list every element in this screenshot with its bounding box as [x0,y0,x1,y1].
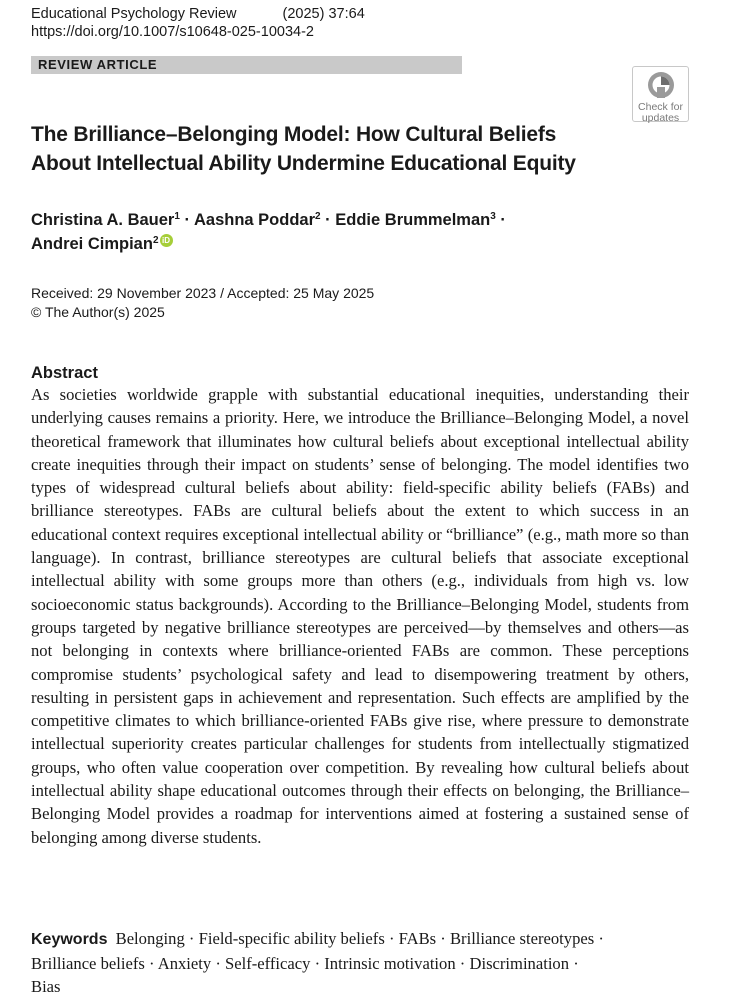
author-separator: · [184,211,190,229]
check-updates-line2: updates [641,112,680,124]
author-separator: · [500,211,506,229]
keywords [31,927,691,999]
author-affiliation[interactable]: 2 [152,235,159,246]
journal-volume: (2025) 37:64 [282,6,365,22]
keyword-separator: · [148,953,155,973]
keyword-item: FABs [398,929,437,948]
keyword-separator: · [573,953,579,973]
author-affiliation[interactable]: 1 [174,211,180,222]
author-separator: · [325,211,331,229]
keyword-separator: · [188,929,195,948]
keyword-item: Discrimination [469,953,570,973]
keywords-label: Keywords [31,931,108,948]
check-for-updates-button[interactable] [632,66,689,122]
keyword-item: Intrinsic motivation [324,953,456,973]
copyright: © The Author(s) 2025 [31,304,165,320]
keyword-item: Self-efficacy [225,953,311,973]
keyword-separator: · [388,929,395,948]
author-name[interactable]: Christina A. Bauer [31,211,175,229]
article-type-banner: REVIEW ARTICLE [31,56,462,74]
orcid-icon[interactable]: iD [160,234,173,247]
journal-header [31,6,365,22]
keyword-item: Field-specific ability beliefs [198,929,385,948]
doi-link[interactable]: https://doi.org/10.1007/s10648-025-10034-2 [31,24,314,40]
abstract-heading: Abstract [31,364,98,382]
check-updates-line1: Check for [638,101,683,113]
author-name[interactable]: Aashna Poddar [193,211,316,229]
keyword-separator: · [314,953,321,973]
author-affiliation[interactable]: 3 [490,211,496,222]
author-affiliation[interactable]: 2 [315,211,321,222]
keyword-separator: · [459,953,466,973]
author-list [31,208,691,256]
abstract-text: As societies worldwide grapple with substantial educational inequities, understanding their underlying causes remains a priority. Here, we introduce the Brilliance–Belonging Model, a novel theoretical framework that illuminates how cultural beliefs about exceptional intellectual ability create inequities through their impact on students’ sense of belonging. The model identifies two types of widespread cultural beliefs about ability: field-specific ability beliefs (FABs) and brilliance stereotypes. FABs are cultural beliefs about the extent to which success in an educational context requires exceptional intellectual ability or “brilliance” (e.g., math more so than language). In contrast, brilliance stereotypes are cultural beliefs that associate exceptional intellectual ability with some groups more than others (e.g., individuals from high vs. low socioeconomic status backgrounds). According to the Brilliance–Belonging Model, students from groups targeted by negative brilliance stereotypes are perceived—by themselves and others—as not belonging in contexts where brilliance-oriented FABs are common. These perceptions compromise students’ psychological safety and lead to disempowering treatment by others, resulting in persistent gaps in achievement and representation. Such effects are amplified by the competitive climates to which brilliance-oriented FABs give rise, where pressure to demonstrate intellectual superiority creates particular challenges for students from intellectually stigmatized groups, who often value cooperation over competition. By revealing how cultural beliefs about intellectual ability shape educational outcomes through their effects on belonging, the Brilliance–Belonging Model provides a roadmap for interventions aimed at fostering a sustained sense of belonging among diverse students. [31,385,689,847]
article-dates [31,284,374,322]
journal-name: Educational Psychology Review [31,6,237,22]
keyword-separator: · [598,929,604,948]
author-name[interactable]: Andrei Cimpian [31,235,153,253]
article-title [31,120,691,178]
title-line-2: About Intellectual Ability Undermine Educational Equity [31,152,576,175]
check-updates-icon [646,70,676,100]
keyword-item: Bias [31,977,61,996]
author-name[interactable]: Eddie Brummelman [335,211,491,229]
keyword-separator: · [215,953,221,973]
keyword-item: Brilliance stereotypes [449,929,595,948]
keyword-item: Anxiety [157,953,212,973]
keyword-separator: · [440,929,446,948]
keyword-item: Belonging [115,929,185,948]
received-accepted: Received: 29 November 2023 / Accepted: 25 May 2025 [31,285,375,301]
title-line-1: The Brilliance–Belonging Model: How Cultural Beliefs [31,123,557,146]
keyword-item: Brilliance beliefs [31,953,145,973]
